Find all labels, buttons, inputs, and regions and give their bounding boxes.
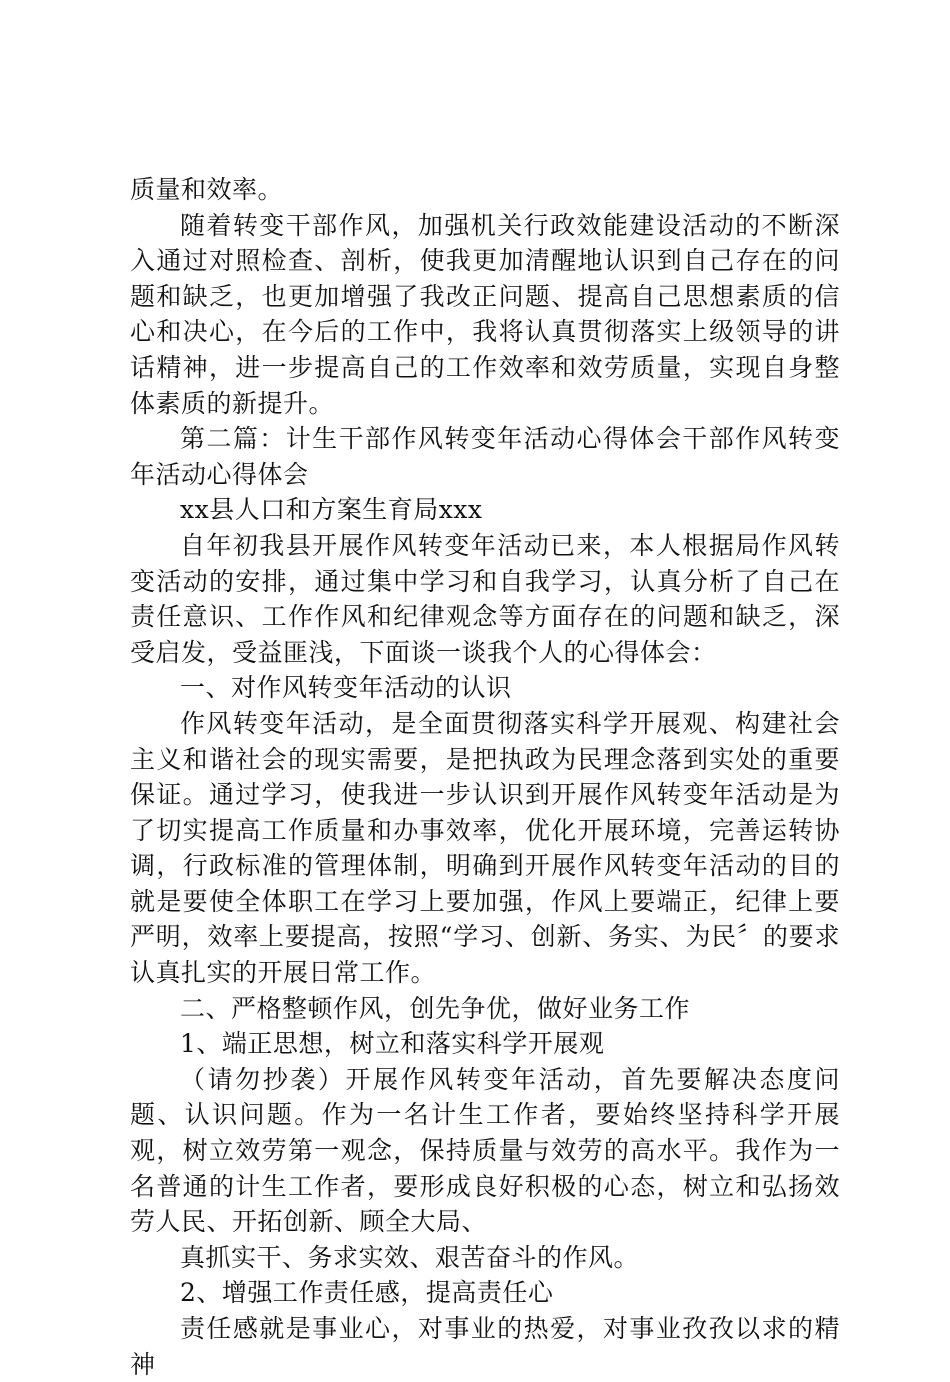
paragraph-10: 真抓实干、务求实效、艰苦奋斗的作风。: [180, 1242, 640, 1272]
paragraph-3: xx县人口和方案生育局xxx: [180, 495, 483, 525]
paragraph-11: 2、增强工作责任感，提高责任心: [180, 1278, 554, 1308]
paragraph-9: （请勿抄袭）开展作风转变年活动，首先要解决态度问题、认识问题。作为一名计生工作者，要始终坚持科学开展观，树立效劳第一观念，保持质量与效劳的高水平。我作为一名普通的计生工作者，要形成良好积极的心态，树立和弘扬效劳人民、开拓创新、顾全大局、: [130, 1064, 840, 1237]
paragraph-5: 一、对作风转变年活动的认识: [180, 673, 512, 703]
paragraph-8: 1、端正思想，树立和落实科学开展观: [180, 1029, 605, 1059]
paragraph-12: 责任感就是事业心，对事业的热爱，对事业孜孜以求的精神: [130, 1314, 840, 1379]
paragraph-6: 作风转变年活动，是全面贯彻落实科学开展观、构建社会主义和谐社会的现实需要，是把执政为民理念落到实处的重要保证。通过学习，使我进一步认识到开展作风转变年活动是为了切实提高工作质量和办事效率，优化开展环境，完善运转协调，行政标准的管理体制，明确到开展作风转变年活动的目的就是要使全体职工在学习上要加强，作风上要端正，纪律上要严明，效率上要提高，按照“学习、创新、务实、为民〞的要求认真扎实的开展日常工作。: [130, 708, 840, 988]
document-body: [130, 172, 840, 1382]
paragraph-1: 随着转变干部作风，加强机关行政效能建设活动的不断深入通过对照检查、剖析，使我更加清醒地认识到自己存在的问题和缺乏，也更加增强了我改正问题、提高自己思想素质的信心和决心，在今后的工作中，我将认真贯彻落实上级领导的讲话精神，进一步提高自己的工作效率和效劳质量，实现自身整体素质的新提升。: [130, 210, 840, 418]
paragraph-4: 自年初我县开展作风转变年活动已来，本人根据局作风转变活动的安排，通过集中学习和自我学习，认真分析了自己在责任意识、工作作风和纪律观念等方面存在的问题和缺乏，深受启发，受益匪浅，下面谈一谈我个人的心得体会：: [130, 530, 840, 667]
paragraph-2: 第二篇：计生干部作风转变年活动心得体会干部作风转变年活动心得体会: [130, 424, 840, 489]
paragraph-0: 质量和效率。: [130, 175, 284, 204]
paragraph-7: 二、严格整顿作风，创先争优，做好业务工作: [180, 993, 691, 1023]
